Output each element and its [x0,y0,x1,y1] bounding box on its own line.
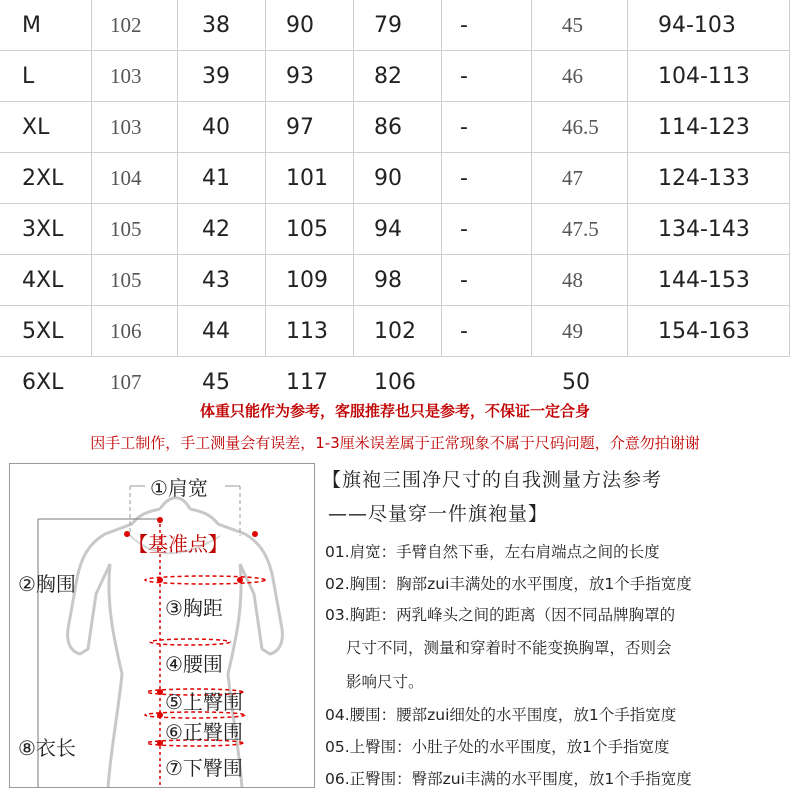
size-value-cell: 46 [532,51,628,102]
size-table-row [0,102,790,153]
size-value-cell: - [442,102,532,153]
size-value-cell: - [442,204,532,255]
disclaimer-weight: 体重只能作为参考，客服推荐也只是参考，不保证一定合身 [199,402,590,420]
size-value-cell: 38 [178,0,266,51]
label-shoulder: ①肩宽 [150,476,208,500]
label-length: ⑧衣长 [18,736,76,760]
size-value-cell: 103 [92,51,178,102]
size-value-cell: 102 [92,0,178,51]
size-value-cell: 97 [266,102,354,153]
size-value-cell: 82 [354,51,442,102]
size-value-cell: 94-103 [628,0,790,51]
size-value-cell: 114-123 [628,102,790,153]
label-bust-span: ③胸距 [165,596,223,620]
size-value-cell: 134-143 [628,204,790,255]
size-value-cell: 39 [178,51,266,102]
size-value-cell: 93 [266,51,354,102]
size-value-cell: 113 [266,306,354,357]
guide-subtitle: ——尽量穿一件旗袍量】 [328,503,549,525]
size-value-cell: 106 [374,370,416,395]
size-value-cell: 42 [178,204,266,255]
size-label-cell: L [0,51,92,102]
size-value-cell: 41 [178,153,266,204]
size-value-cell: - [442,51,532,102]
guide-item: 05.上臀围：小肚子处的水平围度，放1个手指宽度 [325,738,670,756]
size-label-cell: 4XL [0,255,92,306]
size-label-cell: 2XL [0,153,92,204]
size-label-cell: 6XL [22,370,64,395]
size-value-cell: 104 [92,153,178,204]
size-label-cell: XL [0,102,92,153]
size-value-cell: 40 [178,102,266,153]
size-table-row [0,0,790,51]
size-value-cell: 45 [202,370,230,395]
label-hip: ⑥正臀围 [165,720,243,744]
label-lower-hip: ⑦下臀围 [165,756,243,780]
guide-item: 03.胸距：两乳峰头之间的距离（因不同品牌胸罩的 [325,606,676,624]
size-table-row [0,153,790,204]
disclaimer-handmade: 因手工制作，手工测量会有误差，1-3厘米误差属于正常现象不属于尺码问题，介意勿拍谢谢 [90,434,700,452]
size-value-cell: 144-153 [628,255,790,306]
size-label-cell: 5XL [0,306,92,357]
size-value-cell: 104-113 [628,51,790,102]
size-value-cell: 46.5 [532,102,628,153]
size-value-cell: 109 [266,255,354,306]
size-table-row [0,255,790,306]
size-value-cell: - [442,153,532,204]
size-value-cell: 107 [110,370,142,394]
size-value-cell: 79 [354,0,442,51]
size-value-cell: - [442,0,532,51]
size-value-cell: 50 [562,370,590,395]
size-value-cell: 45 [532,0,628,51]
guide-item: 尺寸不同，测量和穿着时不能变换胸罩，否则会 [346,639,672,657]
size-value-cell: 44 [178,306,266,357]
size-value-cell: 105 [92,255,178,306]
size-value-cell: 94 [354,204,442,255]
size-value-cell: 105 [266,204,354,255]
size-value-cell: 103 [92,102,178,153]
guide-item: 06.正臀围：臀部zui丰满的水平围度，放1个手指宽度 [325,770,692,788]
size-value-cell: 43 [178,255,266,306]
measurement-figure [9,463,315,788]
size-value-cell: 47 [532,153,628,204]
size-value-cell: 102 [354,306,442,357]
size-value-cell: 49 [532,306,628,357]
label-waist: ④腰围 [165,652,223,676]
size-table-row [0,204,790,255]
size-value-cell: - [442,306,532,357]
label-bust: ②胸围 [18,572,76,596]
label-base-point: 【基准点】 [128,532,228,556]
guide-item: 02.胸围：胸部zui丰满处的水平围度，放1个手指宽度 [325,575,692,593]
size-label-cell: 3XL [0,204,92,255]
size-value-cell: 154-163 [628,306,790,357]
size-value-cell: 124-133 [628,153,790,204]
size-value-cell: 105 [92,204,178,255]
guide-item: 04.腰围：腰部zui细处的水平围度，放1个手指宽度 [325,706,677,724]
size-value-cell: 98 [354,255,442,306]
guide-title: 【旗袍三围净尺寸的自我测量方法参考 [322,469,663,491]
size-value-cell: 117 [286,370,328,395]
guide-item: 01.肩宽：手臂自然下垂，左右肩端点之间的长度 [325,543,660,561]
label-upper-hip: ⑤上臀围 [165,690,243,714]
size-value-cell: 106 [92,306,178,357]
size-value-cell: 48 [532,255,628,306]
size-value-cell: 86 [354,102,442,153]
size-label-cell: M [0,0,92,51]
size-table-row [0,306,790,357]
guide-item: 影响尺寸。 [346,673,424,691]
size-value-cell: 101 [266,153,354,204]
size-value-cell: 90 [354,153,442,204]
size-value-cell: 90 [266,0,354,51]
size-value-cell: 47.5 [532,204,628,255]
size-table-row [0,51,790,102]
size-value-cell: - [442,255,532,306]
